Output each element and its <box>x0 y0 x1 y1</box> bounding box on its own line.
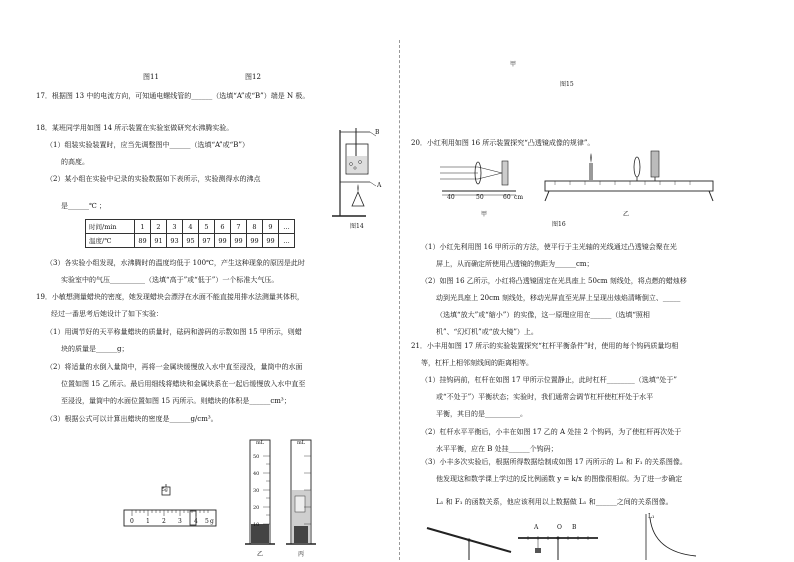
figure-15-caption: 图15 <box>560 81 574 88</box>
cylinder-tick: 20 <box>253 505 260 511</box>
table-cell: 5 <box>199 220 215 234</box>
question-18-part2: （2）某小组在实验中记录的实验数据如下表所示，实验测得水的沸点 <box>46 175 261 183</box>
question-19-part1-cont: 块的质量是______g； <box>61 345 129 353</box>
table-cell: … <box>279 220 295 234</box>
figure-11-caption: 图11 <box>143 73 159 81</box>
table-row-temperature <box>86 234 295 248</box>
cylinder-unit-yi: mL <box>256 440 265 446</box>
table-cell: 97 <box>199 234 215 248</box>
figure-16-caption: 图16 <box>552 221 566 228</box>
table-cell: 4 <box>183 220 199 234</box>
question-21-part1-cont2: 平衡，其目的是__________。 <box>436 410 527 418</box>
label-yi: 乙 <box>257 551 264 558</box>
question-20-part2-cont: 动到光具座上 20cm 刻线处，移动光屏直至光屏上呈现出烛焰清晰倒立、_____ <box>436 294 681 302</box>
question-19-part1: （1）用调节好的天平称量蜡块的质量时，砝码和游码的示数如图 15 甲所示，则蜡 <box>46 328 302 336</box>
label-yi-16: 乙 <box>623 211 630 218</box>
table-cell: 99 <box>231 234 247 248</box>
question-20-part2-cont2: （选填“放大”或“缩小”）的实像，这一原理应用在______（选填“照相 <box>436 311 650 319</box>
table-row-time <box>86 220 295 234</box>
question-19-stem-cont: 经过一番思考后她设计了如下实验： <box>51 310 163 318</box>
question-20-part2: （2）如图 16 乙所示，小红将凸透镜固定在光具座上 50cm 刻线处，将点燃的蜡烛移 <box>421 277 687 285</box>
label-jia: 甲 <box>481 211 488 218</box>
ruler-number: 40 <box>447 194 455 201</box>
label-bing: 丙 <box>298 551 305 558</box>
question-21-part3-cont2: L₁ 和 F₁ 的函数关系，他应该利用以上数据做 L₁ 和______之间的关系图像。 <box>436 498 673 506</box>
graph-label-l1: L₁ <box>648 513 655 520</box>
boiling-data-table <box>85 219 295 248</box>
scale-number: 0 <box>130 518 134 525</box>
lever-label-a: A <box>534 524 539 531</box>
question-19-stem: 19．小敏想测量蜡块的密度，她发现蜡块会漂浮在水面不能直接用排水法测量其体积， <box>36 293 304 301</box>
scale-number: 4 <box>194 518 198 525</box>
scale-unit: g <box>210 518 214 525</box>
graduated-cylinder-bing <box>286 436 316 548</box>
label-jia-top: 甲 <box>510 61 517 68</box>
question-19-part2: （2）将适量的水倒入量筒中，再将一金属块缓慢放入水中直至浸没，量筒中的水面 <box>46 363 303 371</box>
question-17: 17．根据图 13 中的电流方向，可知通电螺线管的______（选填“A”或“B”）端是 N 极。 <box>36 92 310 100</box>
table-cell: 9 <box>263 220 279 234</box>
ruler-number: 60 <box>503 194 511 201</box>
question-21-stem-cont: 等，杠杆上相邻刻线间的距离相等。 <box>421 359 533 367</box>
question-20-part1-cont: 屏上，从而确定所使用凸透镜的焦距为______cm； <box>436 260 594 268</box>
scale-number: 5 <box>205 518 209 525</box>
table-cell: 1 <box>135 220 151 234</box>
table-cell: 95 <box>183 234 199 248</box>
question-18-part3-cont: 实验室中的气压__________（选填“高于”或“低于”）一个标准大气压。 <box>61 276 279 284</box>
table-cell: 91 <box>151 234 167 248</box>
question-19-part2-cont2: 至浸没，量筒中的水面位置如图 15 丙所示。则蜡块的体积是______cm³； <box>61 397 291 405</box>
cylinder-tick: 50 <box>253 454 260 460</box>
table-cell: 温度/℃ <box>86 234 135 248</box>
question-19-part2-cont: 位置如图 15 乙所示。最后用细线将蜡块和金属块系在一起后缓慢放入水中直至 <box>61 380 306 388</box>
table-cell: 6 <box>215 220 231 234</box>
scale-number: 2 <box>162 518 166 525</box>
table-cell: … <box>279 234 295 248</box>
figure-12-caption: 图12 <box>245 73 261 81</box>
cylinder-tick: 30 <box>253 488 260 494</box>
optical-bench-figure <box>545 145 715 205</box>
question-20-part1: （1）小红先利用图 16 甲所示的方法，使平行于主光轴的光线通过凸透镜会聚在光 <box>421 243 677 251</box>
lever-tilted-figure <box>425 518 515 560</box>
table-cell: 7 <box>231 220 247 234</box>
table-cell: 93 <box>167 234 183 248</box>
cylinder-tick: 40 <box>253 471 260 477</box>
lever-horizontal-figure <box>518 530 598 560</box>
lever-label-o: O <box>557 524 562 531</box>
scale-number: 1 <box>146 518 150 525</box>
table-cell: 99 <box>263 234 279 248</box>
cylinder-tick: 10 <box>253 522 260 528</box>
column-divider <box>399 40 400 560</box>
question-21-part3: （3）小丰多次实验后，根据所得数据绘制成如图 17 丙所示的 L₁ 和 F₁ 的关系图像。 <box>421 458 687 466</box>
ruler-unit: cm <box>514 194 524 201</box>
question-18-part1-cont: 的高度。 <box>61 158 89 166</box>
table-cell: 3 <box>167 220 183 234</box>
weight-label: 5g <box>162 488 168 493</box>
question-21-part1: （1）挂钩码前，杠杆在如图 17 甲所示位置静止，此时杠杆________（选填“处于” <box>421 376 677 384</box>
question-21-part1-cont: 或“不处于”）平衡状态；实验时，我们通常会调节杠杆使杠杆处于水平 <box>436 393 654 401</box>
question-21-part2: （2）杠杆水平平衡后，小丰在如图 17 乙的 A 处挂 2 个钩码，为了使杠杆再次处于 <box>421 428 682 436</box>
graduated-cylinder-yi <box>245 436 275 548</box>
question-18-part2-cont: 是______℃ ； <box>61 202 107 210</box>
label-a: A <box>377 182 382 189</box>
scale-number: 3 <box>178 518 182 525</box>
question-18-part1: （1）组装实验装置时，应当先调整图中______（选填“A”或“B”） <box>46 141 249 149</box>
table-cell: 89 <box>135 234 151 248</box>
table-cell: 时间/min <box>86 220 135 234</box>
question-21-part2-cont: 水平平衡，应在 B 处挂______个钩码； <box>436 445 558 453</box>
boiling-apparatus-figure <box>330 126 390 226</box>
label-b: B <box>375 129 380 136</box>
table-cell: 99 <box>247 234 263 248</box>
lever-label-b: B <box>572 524 577 531</box>
question-20-part2-cont3: 机”、“幻灯机”或“放大镜”）上。 <box>436 328 538 336</box>
figure-14-caption: 图14 <box>350 223 364 230</box>
question-20-stem: 20．小红利用如图 16 所示装置探究“凸透镜成像的规律”。 <box>411 139 595 147</box>
ruler-number: 50 <box>476 194 484 201</box>
balance-scale-ruler <box>124 510 216 526</box>
question-18-part3: （3）各实验小组发现，水沸腾时的温度均低于 100℃，产生这种现象的原因是此时 <box>46 259 305 267</box>
question-21-part3-cont: 他发现这和数学课上学过的反比例函数 y = k/x 的图像很相似。为了进一步确定 <box>436 475 683 483</box>
table-cell: 8 <box>247 220 263 234</box>
table-cell: 99 <box>215 234 231 248</box>
table-cell: 2 <box>151 220 167 234</box>
question-21-stem: 21．小丰用如图 17 所示的实验装置探究“杠杆平衡条件”时，使用的每个钩码质量均相 <box>411 342 679 350</box>
question-18-stem: 18．某班同学用如图 14 所示装置在实验室做研究水沸腾实验。 <box>36 124 234 132</box>
question-19-part3: （3）根据公式可以计算出蜡块的密度是______g/cm³。 <box>46 415 218 423</box>
cylinder-unit-bing: mL <box>297 440 306 446</box>
